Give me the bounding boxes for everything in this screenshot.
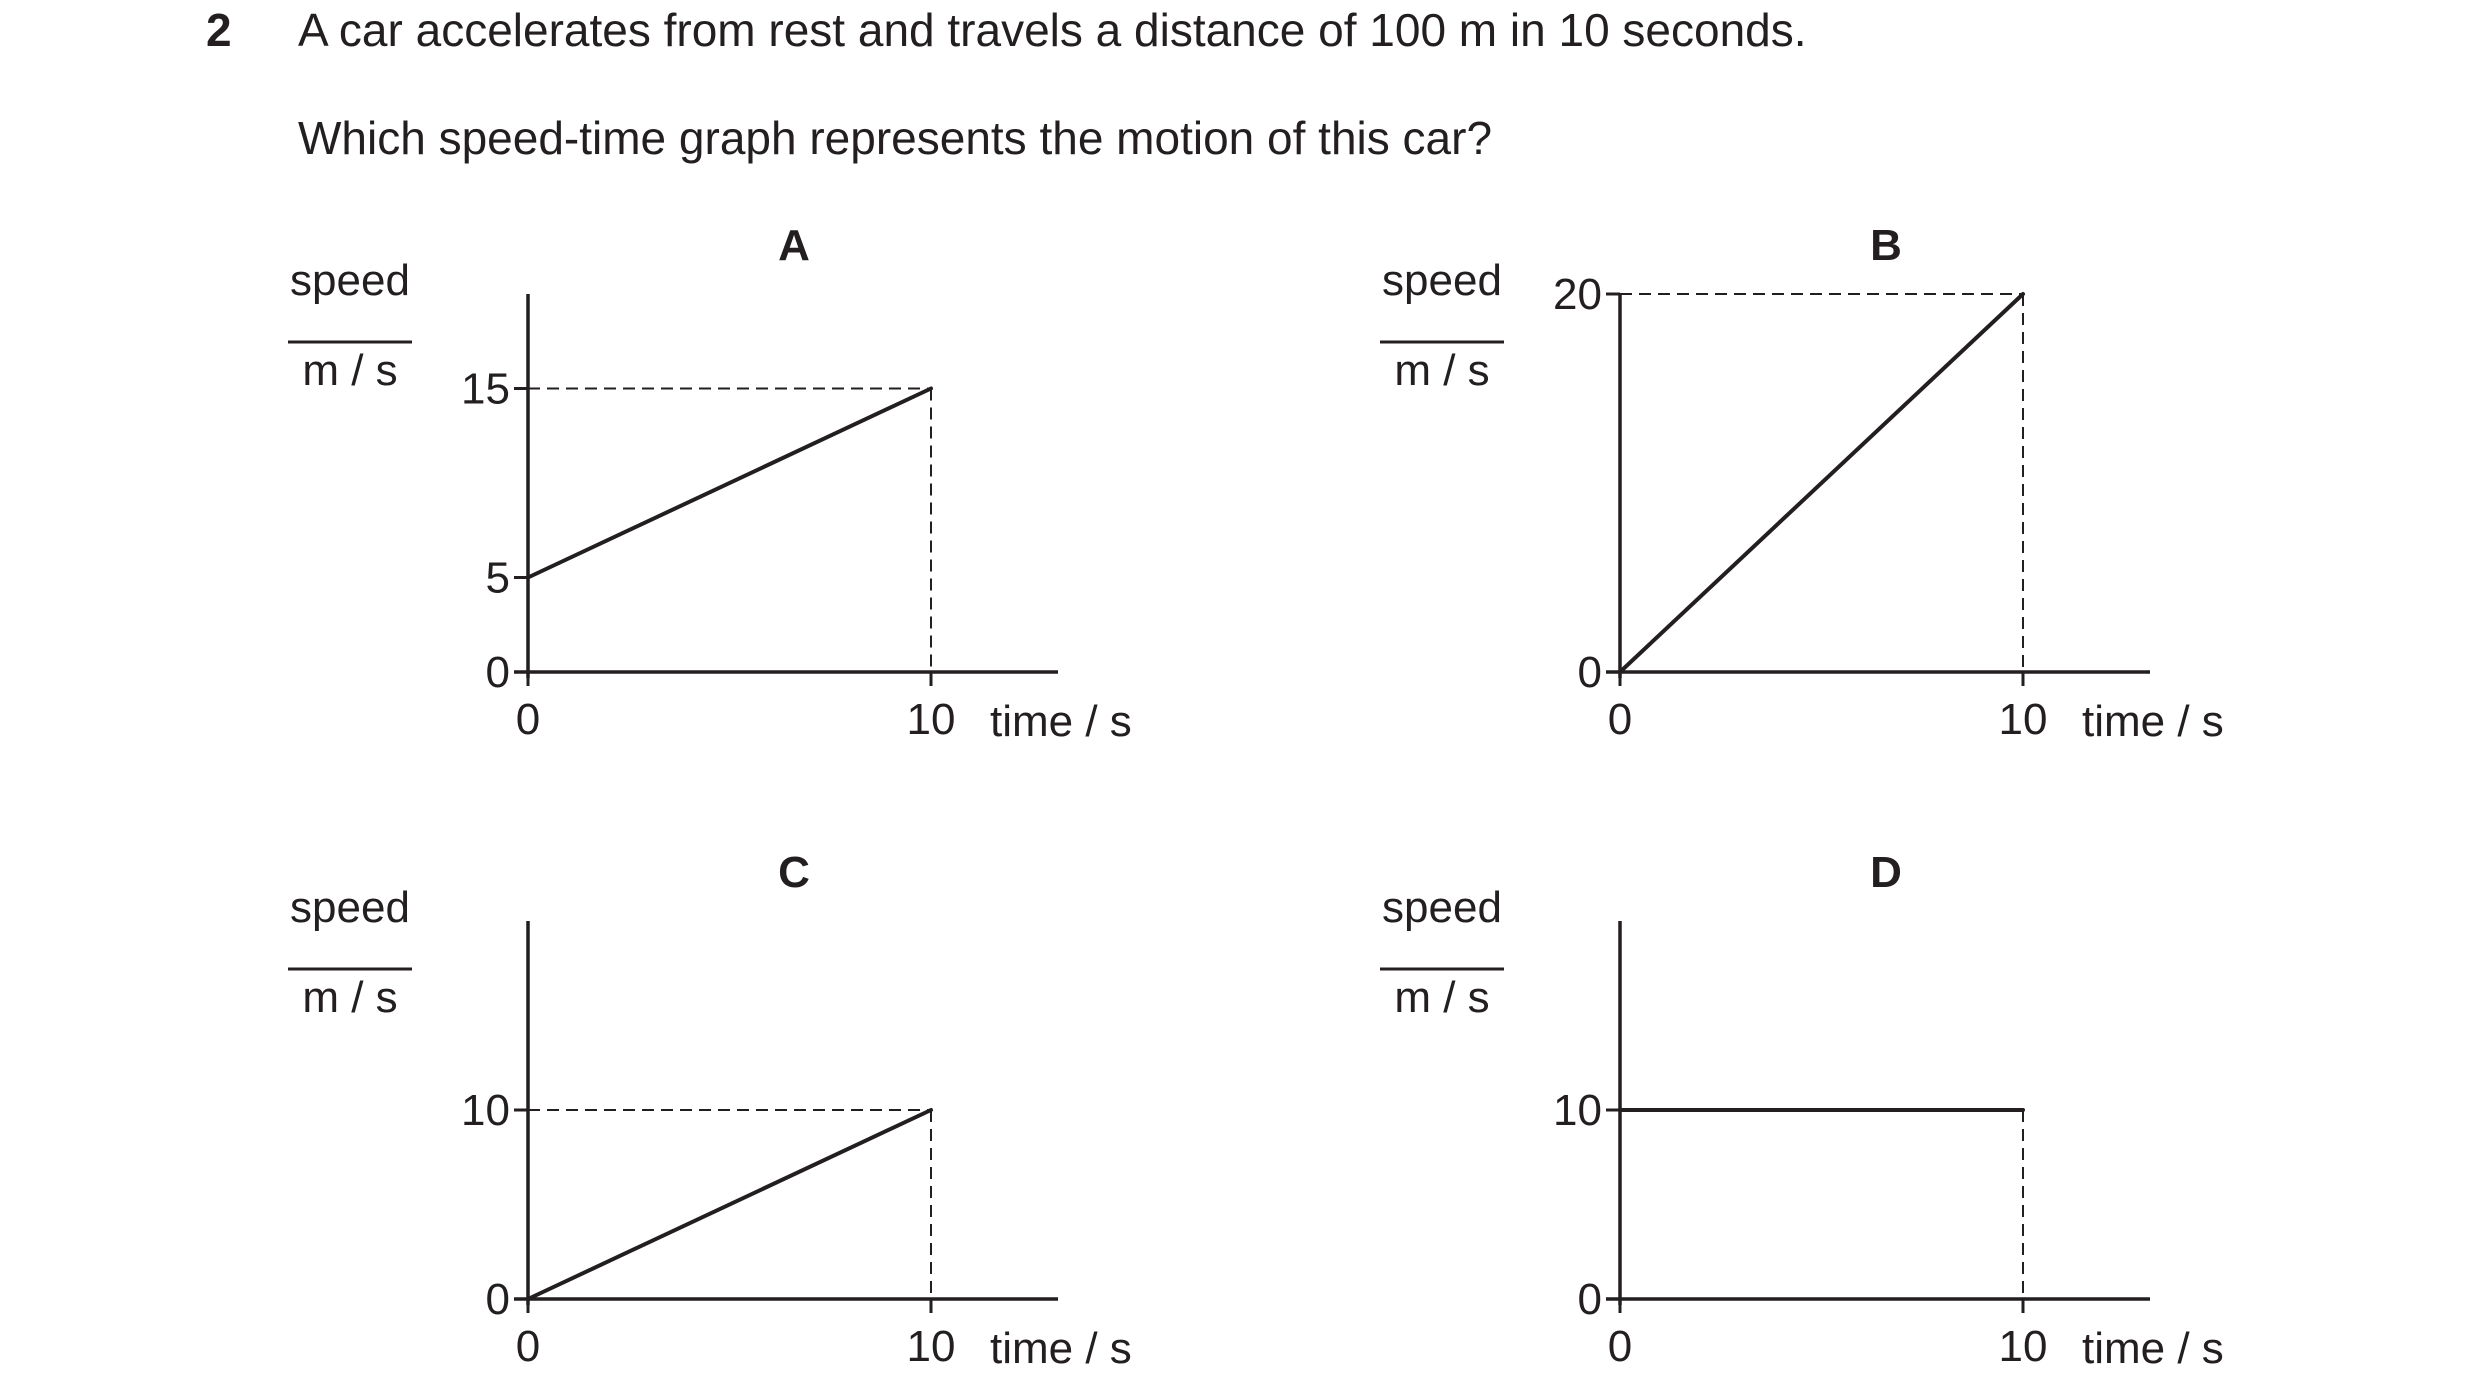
question-prompt: Which speed-time graph represents the motion of this car? xyxy=(298,112,1493,164)
graph-d-ylabel-bottom: m / s xyxy=(1394,973,1490,1022)
graph-a-title: A xyxy=(778,221,810,270)
graph-a-y-tick-label: 5 xyxy=(485,553,510,603)
graph-b-ylabel-top: speed xyxy=(1382,256,1502,305)
graph-d-y-tick-label: 0 xyxy=(1577,1275,1602,1324)
graph-c-y-tick-label: 0 xyxy=(485,1275,510,1324)
graph-a-y-tick-label: 15 xyxy=(461,364,510,414)
graph-d-title: D xyxy=(1870,848,1902,897)
graph-b-x-tick-label: 0 xyxy=(1607,695,1633,744)
graph-b-xlabel: time / s xyxy=(2082,697,2224,746)
graph-a-ylabel-bottom: m / s xyxy=(302,346,398,395)
graph-b-y-tick-label: 0 xyxy=(1577,648,1602,697)
graph-b-y-tick-label: 20 xyxy=(1553,270,1602,319)
graph-d-ylabel-top: speed xyxy=(1382,883,1502,932)
graph-d-y-tick-label: 10 xyxy=(1553,1086,1602,1135)
graph-c-x-tick-label: 10 xyxy=(906,1322,956,1371)
graph-c-x-tick-label: 0 xyxy=(515,1322,541,1371)
graph-b-x-tick-label: 10 xyxy=(1998,695,2048,744)
graph-c-ylabel-bottom: m / s xyxy=(302,973,398,1022)
graph-d-x-tick-label: 0 xyxy=(1607,1322,1633,1371)
graph-a-xlabel: time / s xyxy=(990,697,1132,746)
graph-c-title: C xyxy=(778,848,810,897)
graph-a-y-tick-label: 0 xyxy=(485,648,510,697)
graph-d-x-tick-label: 10 xyxy=(1998,1322,2048,1371)
graph-c-y-tick-label: 10 xyxy=(461,1086,510,1135)
graph-c-ylabel-top: speed xyxy=(290,883,410,932)
graph-b-data-line xyxy=(1620,294,2023,672)
graph-c-xlabel: time / s xyxy=(990,1324,1132,1373)
graph-a-x-tick-label: 0 xyxy=(515,695,541,744)
question-text: A car accelerates from rest and travels a distance of 100 m in 10 seconds. xyxy=(298,4,1807,56)
question-number: 2 xyxy=(206,4,232,56)
graph-c-data-line xyxy=(528,1110,931,1299)
graph-b-ylabel-bottom: m / s xyxy=(1394,346,1490,395)
graph-a-x-tick-label: 10 xyxy=(906,695,956,744)
graph-a-ylabel-top: speed xyxy=(290,256,410,305)
graph-a-data-line xyxy=(528,389,931,578)
graph-b-title: B xyxy=(1870,221,1902,270)
graph-d-xlabel: time / s xyxy=(2082,1324,2224,1373)
